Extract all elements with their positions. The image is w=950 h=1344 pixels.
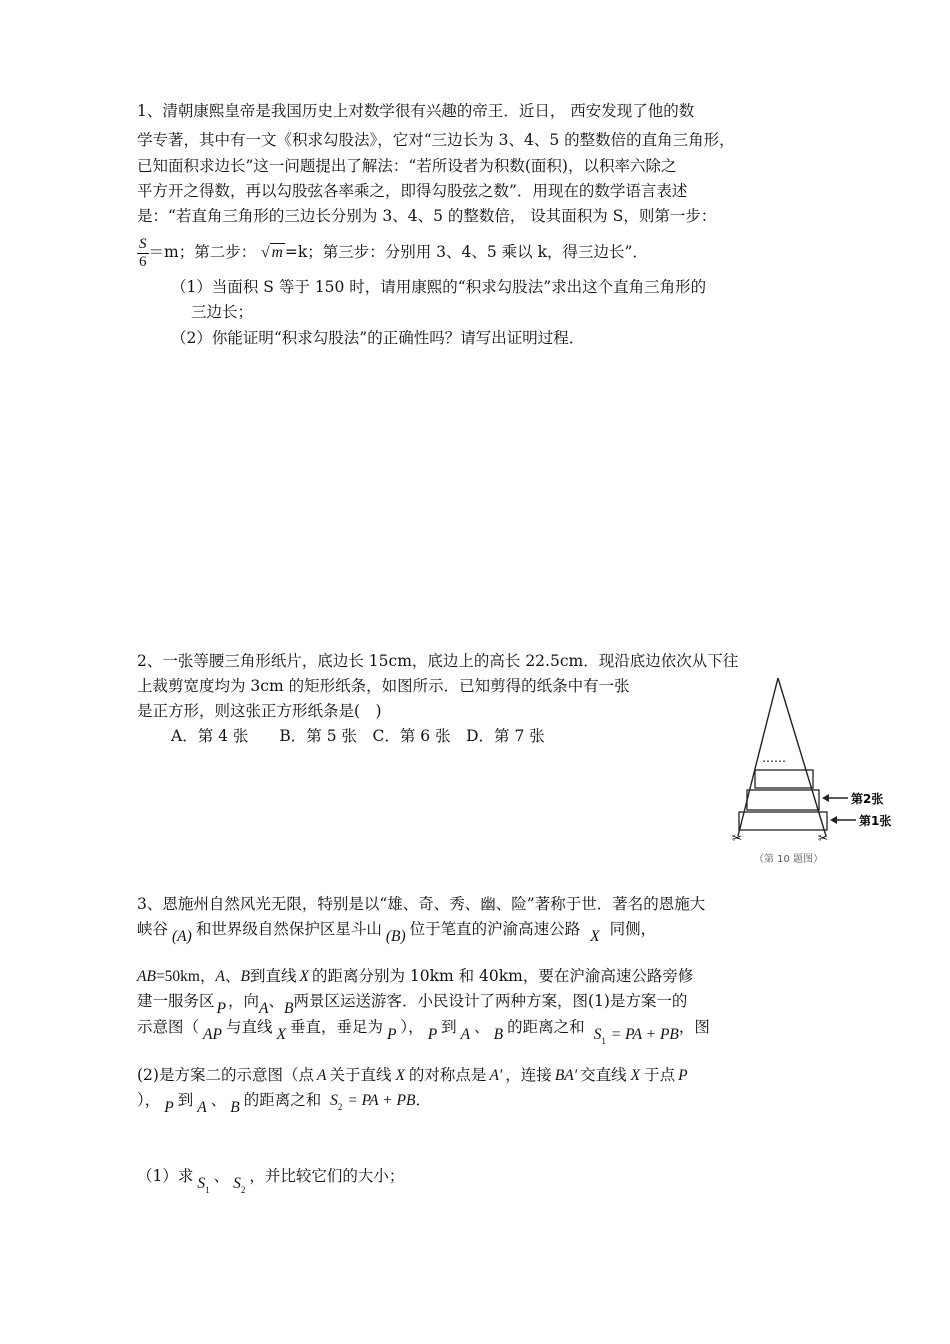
q1-part-1a: （1）当面积 S 等于 150 时，请用康熙的“积求勾股法”求出这个直角三角形的 [171, 278, 707, 296]
fraction-s-over-6: $\frac{S}{6}$ [139, 235, 147, 270]
label-strip-1: 第1张 [859, 814, 892, 828]
q3-line-6: (2)是方案二的示意图（点 A 关于直线 X 的对称点是 A′ ，连接 BA′ 交直线 X 于点 P [137, 1066, 688, 1084]
ellipsis-dots: …… [762, 751, 786, 765]
q3-line-7: ）， P 到 A 、 B 的距离之和 $S_2$ = PA + PB． [137, 1091, 431, 1116]
q1-line-4: 平方开之得数，再以勾股弦各率乘之，即得勾股弦之数”．用现在的数学语言表述 [137, 182, 688, 200]
q2-line-1: 2、一张等腰三角形纸片，底边长 15cm，底边上的高长 22.5cm．现沿底边依次从下往 [137, 652, 739, 670]
q3-line-1: 3、恩施州自然风光无限，特别是以“雄、奇、秀、幽、险”著称于世．著名的恩施大 [137, 895, 706, 913]
arrow-head-1 [830, 816, 837, 824]
strip-3 [755, 770, 813, 788]
label-strip-2: 第2张 [851, 792, 884, 806]
q1-line-5: 是：“若直角三角形的三边长分别为 3、4、5 的整数倍， 设其面积为 S，则第一步： [137, 207, 717, 225]
q1-line-2: 学专著，其中有一文《积求勾股法》，它对“三边长为 3、4、5 的整数倍的直角三角形， [137, 131, 735, 149]
scissors-icon-left: ✂ [732, 831, 743, 845]
strip-1 [739, 812, 827, 830]
triangle-strips-figure [732, 676, 902, 865]
q1-line-3: 已知面积求边长”这一问题提出了解法：“若所设者为积数(面积)，以积率六除之 [137, 157, 677, 175]
q3-line-2: 峡谷 (A) 和世界级自然保护区星斗山 (B) 位于笔直的沪渝高速公路 X 同侧， [137, 920, 657, 945]
q3-line-5: 示意图（ AP 与直线 X 垂直，垂足为 P ）， P 到 A 、 B 的距离之和 $S_1$ = PA + PB，图 [137, 1018, 710, 1046]
q2-options: A．第 4 张 B．第 5 张 C．第 6 张 D．第 7 张 [171, 727, 545, 745]
scissors-icon-right: ✂ [818, 831, 829, 845]
q3-part-1: （1）求 $S_1$、 $S_2$，并比较它们的大小； [137, 1167, 405, 1195]
q2-line-2: 上裁剪宽度均为 3cm 的矩形纸条，如图所示．已知剪得的纸条中有一张 [137, 677, 630, 695]
q2-line-3: 是正方形，则这张正方形纸条是( ) [137, 702, 382, 720]
strip-2 [747, 790, 819, 810]
q3-line-3: AB=50km，A、B到直线 X 的距离分别为 10km 和 40km，要在沪渝高速公路旁修 [137, 967, 694, 985]
q3-line-4: 建一服务区 P ，向A、B两景区运送游客．小民设计了两种方案，图(1)是方案一的 [137, 992, 688, 1017]
q1-part-2: （2）你能证明“积求勾股法”的正确性吗？请写出证明过程． [171, 329, 585, 347]
arrow-head-2 [822, 794, 829, 802]
sqrt-m: √ m [261, 244, 283, 261]
figure-caption: （第 10 题图） [754, 854, 824, 865]
q1-line-6: $\frac{S}{6}$ ＝m；第二步： √ m =k；第三步：分别用 3、4、5 乘以 k，得三边长”． [139, 235, 648, 270]
q1-part-1b: 三边长； [191, 303, 254, 321]
q1-line-1: 1、清朝康熙皇帝是我国历史上对数学很有兴趣的帝王．近日， 西安发现了他的数 [137, 102, 695, 120]
